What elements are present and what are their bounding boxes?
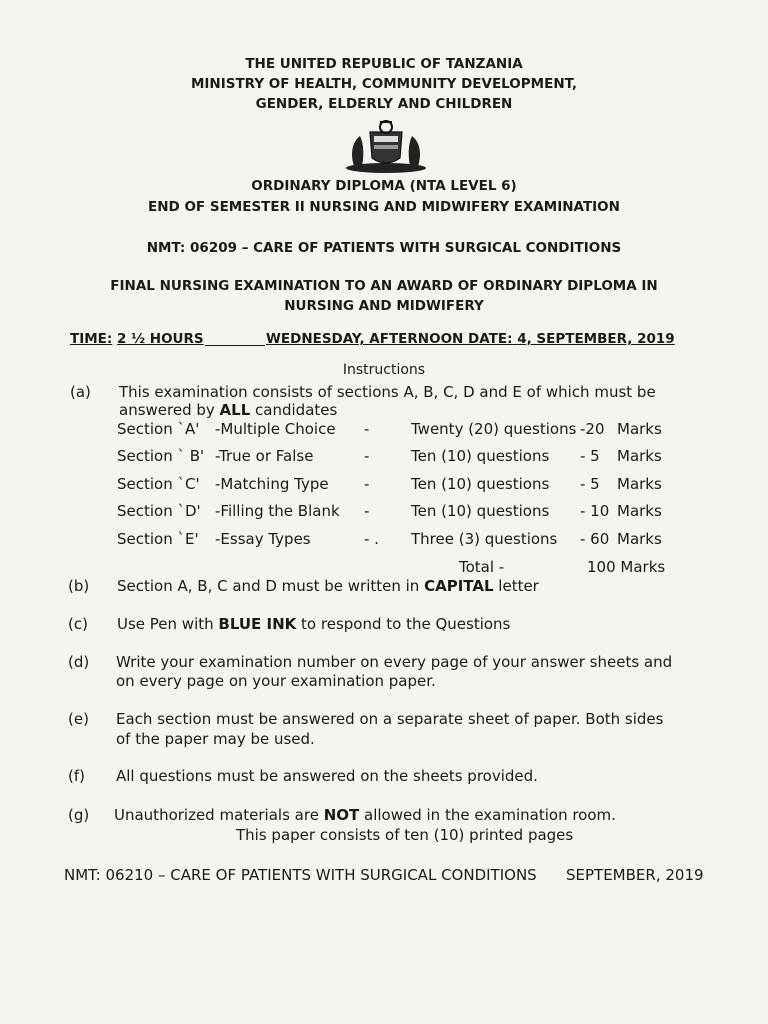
section-marks-unit: Marks [617, 530, 662, 548]
section-marks: - 5 [580, 475, 600, 493]
republic-heading: THE UNITED REPUBLIC OF TANZANIA [245, 56, 523, 72]
section-marks: - 10 [580, 502, 610, 520]
section-marks-unit: Marks [617, 475, 662, 493]
total-label: Total - [459, 558, 505, 576]
item-a-text: This examination consists of sections A, B, C, D and E of which must be [119, 383, 656, 401]
item-e-text-line2: of the paper may be used. [116, 730, 315, 748]
final-exam-heading-line2: NURSING AND MIDWIFERY [284, 298, 484, 314]
item-f-label: (f) [68, 767, 85, 785]
item-b-text: Section A, B, C and D must be written in CAPITAL letter [117, 577, 539, 595]
section-dash: - [364, 502, 370, 520]
date-text: WEDNESDAY, AFTERNOON DATE: [266, 331, 513, 347]
item-d-text: Write your examination number on every page of your answer sheets and [116, 653, 673, 671]
time-value: 2 ½ HOURS [117, 331, 204, 347]
section-marks-unit: Marks [617, 502, 662, 520]
footer-course: NMT: 06210 – CARE OF PATIENTS WITH SURGICAL CONDITIONS [64, 866, 537, 884]
item-g-label: (g) [68, 806, 90, 824]
item-c-text: Use Pen with BLUE INK to respond to the Questions [117, 615, 511, 633]
section-dash: - . [364, 530, 379, 548]
section-questions: Ten (10) questions [411, 475, 550, 493]
section-type: -Essay Types [215, 530, 311, 548]
table-row: Section ` B' [117, 447, 205, 465]
time-underline [205, 345, 265, 346]
item-d-text-line2: on every page on your examination paper. [116, 672, 436, 690]
section-questions: Ten (10) questions [411, 447, 550, 465]
item-c-label: (c) [68, 615, 88, 633]
section-marks: - 60 [580, 530, 610, 548]
section-dash: - [364, 475, 370, 493]
item-a-label: (a) [70, 383, 91, 401]
item-f-text: All questions must be answered on the sheets provided. [116, 767, 538, 785]
table-row: Section `D' [117, 502, 201, 520]
instructions-title: Instructions [342, 362, 426, 378]
time-label: TIME: [70, 331, 113, 347]
section-marks: -20 [580, 420, 605, 438]
diploma-heading: ORDINARY DIPLOMA (NTA LEVEL 6) [251, 178, 517, 194]
item-e-text: Each section must be answered on a separate sheet of paper. Both sides [116, 710, 664, 728]
section-type: -Filling the Blank [215, 502, 340, 520]
section-type: -Multiple Choice [215, 420, 336, 438]
section-dash: - [364, 447, 370, 465]
item-g-text: Unauthorized materials are NOT allowed in the examination room. [114, 806, 616, 824]
section-marks: - 5 [580, 447, 600, 465]
section-marks-unit: Marks [617, 420, 662, 438]
section-questions: Ten (10) questions [411, 502, 550, 520]
section-dash: - [364, 420, 370, 438]
course-heading: NMT: 06209 – CARE OF PATIENTS WITH SURGICAL CONDITIONS [146, 240, 622, 256]
table-row: Section `C' [117, 475, 200, 493]
item-a-text-line2: answered by ALL candidates [119, 401, 338, 419]
item-b-label: (b) [68, 577, 90, 595]
time-line [70, 331, 204, 347]
date-value: 4, SEPTEMBER, 2019 [517, 331, 675, 347]
item-e-label: (e) [68, 710, 89, 728]
table-row: Section `A' [117, 420, 200, 438]
date-line [266, 331, 675, 347]
table-row: Section `E' [117, 530, 199, 548]
final-exam-heading: FINAL NURSING EXAMINATION TO AN AWARD OF ORDINARY DIPLOMA IN [110, 278, 658, 294]
ministry-heading-line2: GENDER, ELDERLY AND CHILDREN [255, 96, 513, 112]
total-value: 100 Marks [587, 558, 666, 576]
pages-note: This paper consists of ten (10) printed pages [236, 826, 574, 844]
section-type: -True or False [215, 447, 314, 465]
section-type: -Matching Type [215, 475, 329, 493]
section-questions: Three (3) questions [411, 530, 558, 548]
semester-heading: END OF SEMESTER II NURSING AND MIDWIFERY EXAMINATION [148, 199, 620, 215]
coat-of-arms-icon [340, 118, 432, 174]
section-questions: Twenty (20) questions [411, 420, 577, 438]
footer-date: SEPTEMBER, 2019 [566, 866, 704, 884]
section-marks-unit: Marks [617, 447, 662, 465]
item-d-label: (d) [68, 653, 90, 671]
ministry-heading: MINISTRY OF HEALTH, COMMUNITY DEVELOPMENT, [190, 76, 578, 92]
